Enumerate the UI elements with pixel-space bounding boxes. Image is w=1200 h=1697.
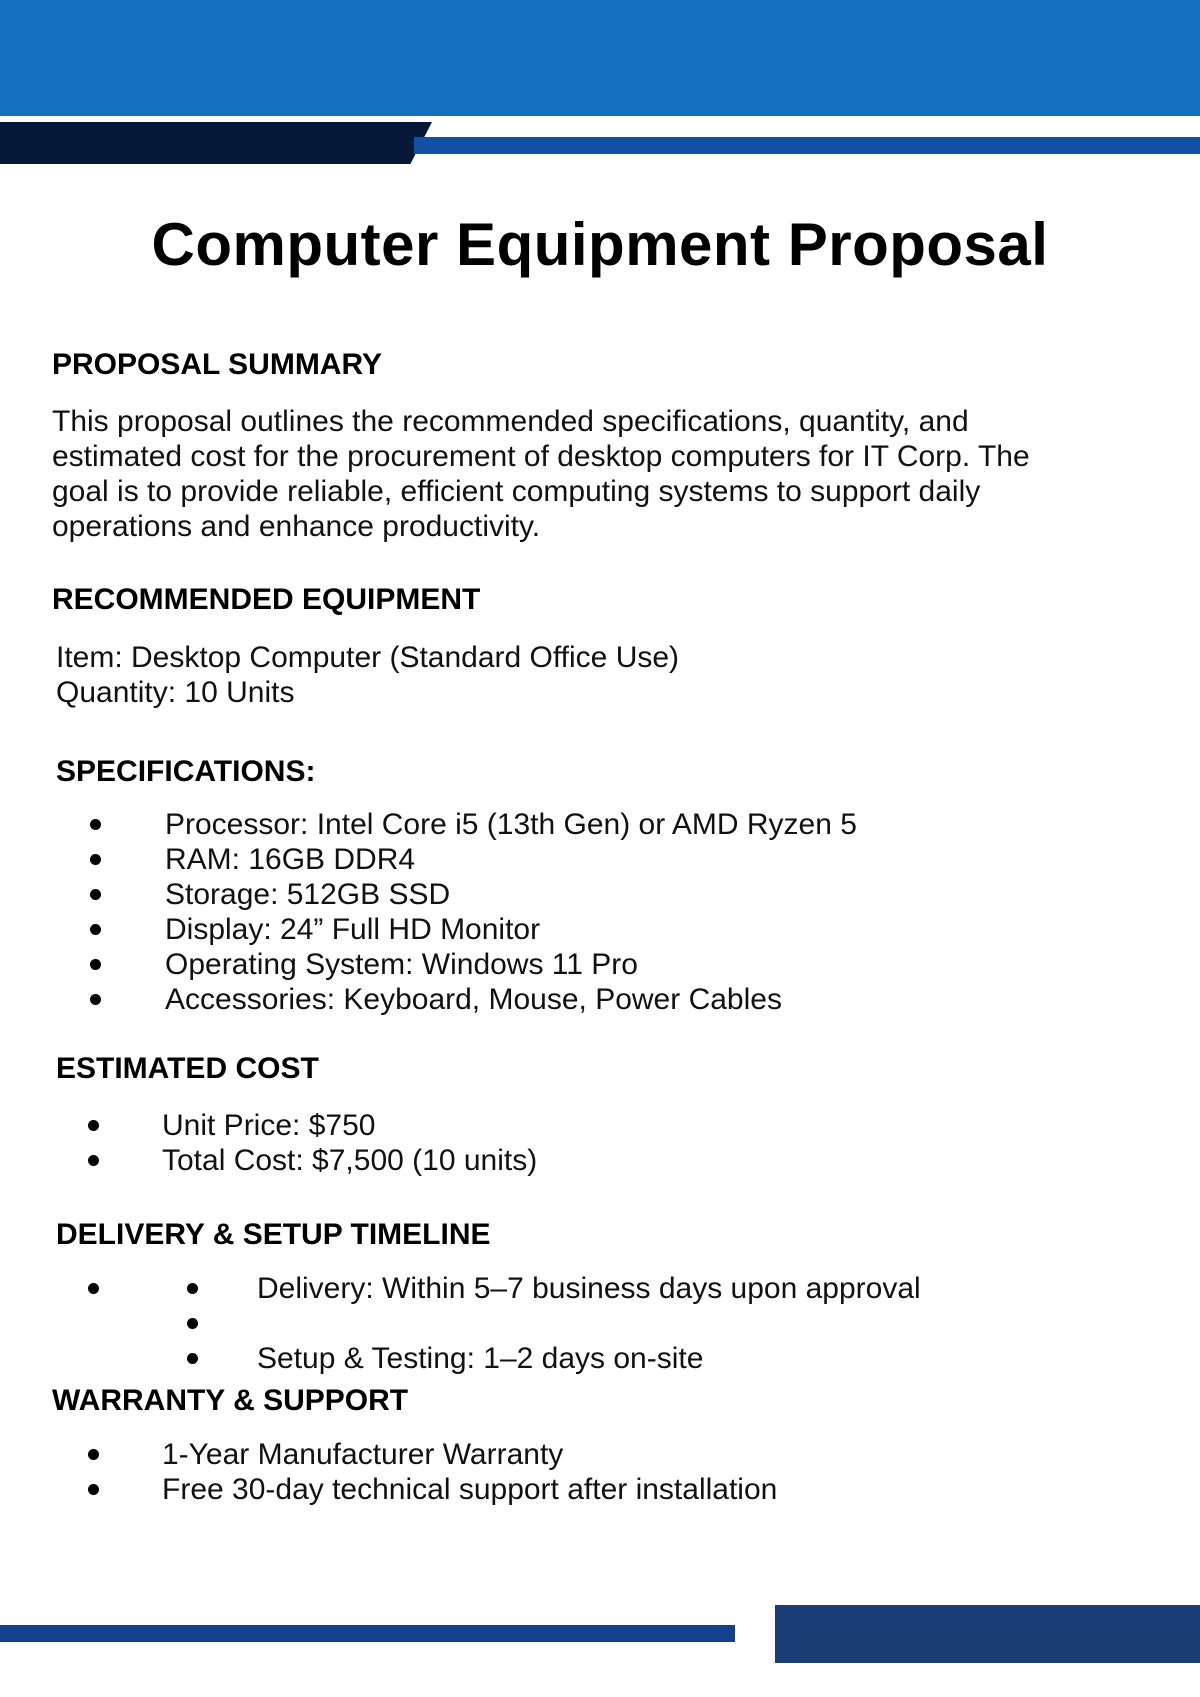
bullet-icon bbox=[187, 1353, 198, 1364]
equipment-details bbox=[56, 640, 679, 710]
bullet-icon bbox=[88, 1484, 99, 1495]
bullet-icon bbox=[88, 1449, 99, 1460]
summary-paragraph bbox=[52, 404, 1030, 544]
delivery-heading: DELIVERY & SETUP TIMELINE bbox=[56, 1218, 491, 1251]
header-band bbox=[0, 0, 1200, 116]
bullet-icon bbox=[90, 854, 101, 865]
specifications-heading: SPECIFICATIONS: bbox=[56, 755, 316, 788]
bullet-icon bbox=[88, 1155, 99, 1166]
footer-block bbox=[775, 1605, 1200, 1663]
summary-line: goal is to provide reliable, efficient computing systems to support daily bbox=[52, 475, 981, 508]
bullet-icon bbox=[187, 1283, 198, 1294]
cost-heading: ESTIMATED COST bbox=[56, 1052, 319, 1085]
summary-line: operations and enhance productivity. bbox=[52, 510, 541, 543]
warranty-heading: WARRANTY & SUPPORT bbox=[52, 1384, 409, 1417]
page-title: Computer Equipment Proposal bbox=[151, 211, 1049, 278]
summary-line: estimated cost for the procurement of desktop computers for IT Corp. The bbox=[52, 440, 1030, 473]
equipment-heading: RECOMMENDED EQUIPMENT bbox=[52, 583, 481, 616]
summary-line: This proposal outlines the recommended specifications, quantity, and bbox=[52, 405, 969, 438]
bullet-icon bbox=[187, 1318, 198, 1329]
footer-line bbox=[0, 1625, 735, 1642]
bullet-icon bbox=[90, 959, 101, 970]
equipment-quantity: Quantity: 10 Units bbox=[56, 676, 295, 709]
bullet-icon bbox=[90, 819, 101, 830]
outer-bullet-icon bbox=[88, 1283, 99, 1294]
summary-heading: PROPOSAL SUMMARY bbox=[52, 348, 383, 381]
bullet-icon bbox=[90, 994, 101, 1005]
header-dark-stripe bbox=[0, 122, 432, 164]
header-blue-line bbox=[414, 137, 1200, 154]
equipment-item: Item: Desktop Computer (Standard Office Use) bbox=[56, 641, 680, 674]
bullet-icon bbox=[90, 924, 101, 935]
bullet-icon bbox=[90, 889, 101, 900]
bullet-icon bbox=[88, 1120, 99, 1131]
